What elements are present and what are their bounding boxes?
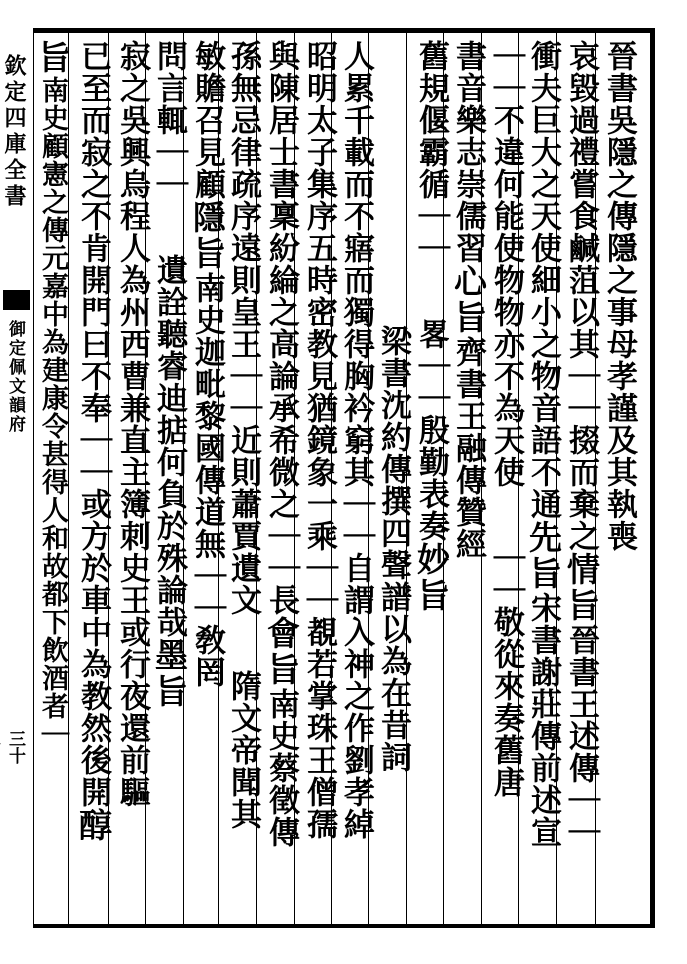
column-text: 梁書沈約傳撰四聲譜以為在昔詞 bbox=[375, 325, 411, 773]
headword: 墨旨 bbox=[150, 638, 189, 710]
headword: 先旨 bbox=[524, 520, 563, 592]
column-text: 寂之吳興烏程人為州西曹兼直主簿刺史王或行夜還前驅 bbox=[114, 40, 150, 808]
page-number: 三十 bbox=[5, 730, 25, 764]
column-text: 昭明太子集序五時密教見猶鏡象一乘｜｜覩若掌珠王僧孺 bbox=[301, 40, 337, 840]
text-column-5 bbox=[447, 40, 489, 920]
column-rule bbox=[33, 33, 34, 924]
headword: 旨 bbox=[33, 40, 72, 76]
column-text: 書音樂志崇儒習 bbox=[450, 40, 486, 264]
text-column-16 bbox=[33, 40, 72, 920]
fishtail-mark bbox=[3, 290, 30, 310]
column-text: 已至而寂之不肯開門曰不奉｜｜或方於車中為教然後開 bbox=[75, 40, 111, 808]
text-column-1 bbox=[598, 40, 640, 920]
column-text: ｜｜不違何能使物物亦不為天使 bbox=[488, 40, 524, 488]
column-text: 南史蔡徵傳 bbox=[263, 688, 299, 848]
headword: 隱旨 bbox=[188, 200, 227, 272]
text-column-3 bbox=[522, 40, 564, 920]
column-text: 齊書王融傳贊經 bbox=[450, 336, 486, 560]
text-column-9 bbox=[298, 40, 340, 920]
column-text: 南史迦毗黎國傳道無｜｜敎罔 bbox=[189, 272, 225, 688]
column-text: 哀毀過禮嘗食鹹菹以其｜｜掇而棄之 bbox=[563, 40, 599, 552]
text-column-15 bbox=[72, 40, 114, 920]
text-column-14 bbox=[111, 40, 153, 920]
headword: 情旨 bbox=[562, 552, 601, 624]
text-column-4 bbox=[485, 40, 527, 920]
text-column-12 bbox=[186, 40, 228, 920]
column-text: 舊規偃霸循｜｜ bbox=[413, 40, 449, 264]
column-text: 敏贍召見顧 bbox=[189, 40, 225, 200]
column-text: ｜｜敬從來奏舊唐 bbox=[488, 542, 524, 798]
column-text: 畧｜｜殷勤表奏 bbox=[413, 318, 449, 542]
column-text: 衝夫巨大之天使細小之物音語不通 bbox=[525, 40, 561, 520]
column-rule bbox=[68, 33, 69, 924]
text-column-13 bbox=[148, 40, 190, 920]
column-text: 問言輒｜｜ bbox=[151, 40, 187, 200]
column-text: 孫無忌律疏序遠則皇王｜｜近則蕭賈遺文 bbox=[225, 40, 261, 616]
column-text: 宋書謝莊傳前述宣 bbox=[525, 592, 561, 848]
headword: 心旨 bbox=[449, 264, 488, 336]
text-column-7 bbox=[372, 40, 414, 920]
headword: 醇 bbox=[74, 808, 113, 844]
column-text: 人累千載而不寤而獨得胸衿窮其｜｜自謂入神之作劉孝綽 bbox=[338, 40, 374, 840]
headword: 會旨 bbox=[262, 616, 301, 688]
headword: 妙旨 bbox=[412, 542, 451, 614]
column-text: 晉書吳隱之傳隱之事母孝謹及其執喪 bbox=[601, 40, 637, 552]
text-column-8 bbox=[335, 40, 377, 920]
book-title: 欽定四庫全書 bbox=[1, 54, 27, 210]
text-column-11 bbox=[222, 40, 264, 920]
column-text: 南史顧憲之傳元嘉中為建康令甚得人和故都下飲酒者｜ bbox=[37, 76, 68, 748]
text-column-6 bbox=[410, 40, 452, 920]
text-column-10 bbox=[260, 40, 302, 920]
section-title: 御定佩文韻府 bbox=[5, 320, 25, 434]
text-column-2 bbox=[560, 40, 602, 920]
column-text: 隋文帝聞其 bbox=[225, 670, 261, 830]
column-text: 遺詮聽睿迪掂何負於殊論哉 bbox=[151, 254, 187, 638]
column-text: 晉書王述傳｜｜ bbox=[563, 624, 599, 848]
column-text: 與陳居士書稟紛綸之高論承希微之｜｜長 bbox=[263, 40, 299, 616]
